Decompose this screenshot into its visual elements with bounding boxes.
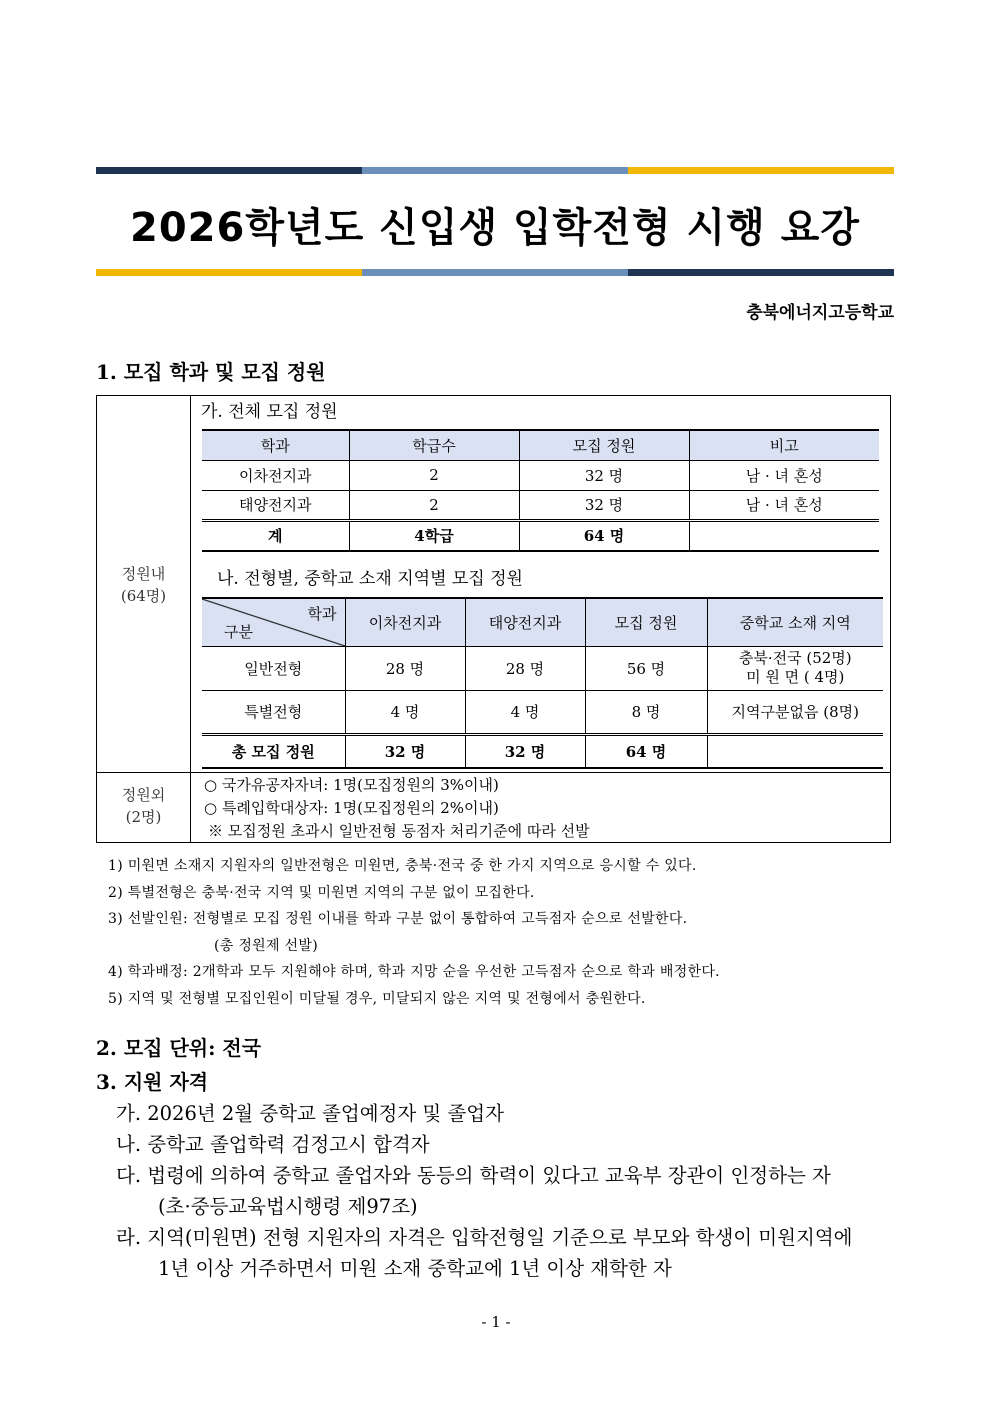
qualification-item: 1년 이상 거주하면서 미원 소재 중학교에 1년 이상 재학한 자 [158, 1257, 672, 1280]
table-cell: 일반전형 [202, 646, 345, 690]
total-cell: 64 명 [519, 520, 689, 551]
header-cell: 이차전지과 [345, 598, 465, 646]
note-item: 4) 학과배정: 2개학과 모두 지원해야 하며, 학과 지망 순을 우선한 고득점자 순으로 학과 배정한다. [108, 964, 720, 980]
region-cell: 지역구분없음 (8명) [707, 690, 883, 734]
table-row [202, 490, 879, 520]
table-cell: 이차전지과 [202, 460, 349, 490]
table-cell: 2 [349, 460, 519, 490]
table-cell: 4 명 [465, 690, 585, 734]
table-header-row [202, 598, 883, 646]
header-cell: 모집 정원 [519, 430, 689, 460]
header-cell: 모집 정원 [585, 598, 707, 646]
total-cell: 4학급 [349, 520, 519, 551]
total-row [202, 520, 879, 551]
table-cell: 8 명 [585, 690, 707, 734]
outer-quota-details [204, 774, 590, 843]
total-cell: 총 모집 정원 [202, 734, 345, 768]
total-cell [707, 734, 883, 768]
region-cell: 충북·전국 (52명) 미 원 면 ( 4명) [707, 646, 883, 690]
diagonal-header-cell: 학과 구분 [202, 598, 345, 646]
qualification-item: 라. 지역(미원면) 전형 지원자의 자격은 입학전형일 기준으로 부모와 학생이 미원지역에 [116, 1226, 853, 1249]
note-item: 5) 지역 및 전형별 모집인원이 미달될 경우, 미달되지 않은 지역 및 전형에서 충원한다. [108, 990, 646, 1007]
table-row [202, 646, 883, 690]
qualification-list [116, 1098, 853, 1284]
quota-frame [96, 395, 891, 843]
outer-quota-line: ○ 특례입학대상자: 1명(모집정원의 2%이내) [204, 799, 499, 817]
outer-quota-note: ※ 모집정원 초과시 일반전형 동점자 처리기준에 따라 선발 [208, 822, 590, 840]
note-item: 3) 선발인원: 전형별로 모집 정원 이내를 학과 구분 없이 통합하여 고득점자 순으로 선발한다. [108, 911, 688, 927]
table-row [202, 690, 883, 734]
title-band-top [96, 167, 894, 174]
header-cell: 비고 [689, 430, 879, 460]
part-b-heading: 나. 전형별, 중학교 소재 지역별 모집 정원 [217, 569, 523, 589]
total-quota-table [202, 429, 879, 552]
header-cell: 학과 [202, 430, 349, 460]
table-cell: 4 명 [345, 690, 465, 734]
table-cell: 28 명 [345, 646, 465, 690]
outer-quota-label: 정원외 (2명) [121, 786, 166, 826]
qualification-item: 나. 중학교 졸업학력 검정고시 합격자 [116, 1133, 430, 1156]
school-name: 충북에너지고등학교 [746, 303, 894, 323]
section-3-heading: 3. 지원 자격 [96, 1070, 209, 1094]
table-cell: 32 명 [519, 490, 689, 520]
table-header-row [202, 430, 879, 460]
table-cell: 남 · 녀 혼성 [689, 490, 879, 520]
table-cell: 태양전지과 [202, 490, 349, 520]
header-cell: 중학교 소재 지역 [707, 598, 883, 646]
table-cell: 특별전형 [202, 690, 345, 734]
total-cell [689, 520, 879, 551]
note-item: 1) 미원면 소재지 지원자의 일반전형은 미원면, 충북·전국 중 한 가지 지역으로 응시할 수 있다. [108, 858, 697, 874]
table-cell: 남 · 녀 혼성 [689, 460, 879, 490]
table-row [202, 460, 879, 490]
total-cell: 64 명 [585, 734, 707, 768]
table-cell: 28 명 [465, 646, 585, 690]
total-row [202, 734, 883, 768]
table-cell: 2 [349, 490, 519, 520]
total-cell: 32 명 [465, 734, 585, 768]
note-item: 2) 특별전형은 충북·전국 지역 및 미원면 지역의 구분 없이 모집한다. [108, 884, 535, 901]
section-1-heading: 1. 모집 학과 및 모집 정원 [96, 360, 326, 384]
section-2-heading: 2. 모집 단위: 전국 [96, 1036, 262, 1060]
document-title: 2026학년도 신입생 입학전형 시행 요강 [130, 205, 860, 251]
qualification-item: 다. 법령에 의하여 중학교 졸업자와 동등의 학력이 있다고 교육부 장관이 인정하는 자 [116, 1164, 831, 1187]
part-a-heading: 가. 전체 모집 정원 [201, 402, 338, 422]
outer-quota-line: ○ 국가유공자자녀: 1명(모집정원의 3%이내) [204, 776, 499, 794]
page-number: - 1 - [481, 1313, 511, 1331]
inner-quota-label: 정원내 (64명) [120, 565, 167, 605]
quota-by-type-table [202, 597, 883, 769]
quota-notes [108, 853, 720, 1012]
qualification-item: (초·중등교육법시행령 제97조) [158, 1195, 418, 1218]
note-item: (총 정원제 선발) [214, 937, 318, 954]
total-cell: 계 [202, 520, 349, 551]
header-cell: 학급수 [349, 430, 519, 460]
total-cell: 32 명 [345, 734, 465, 768]
qualification-item: 가. 2026년 2월 중학교 졸업예정자 및 졸업자 [116, 1102, 504, 1125]
table-cell: 56 명 [585, 646, 707, 690]
table-cell: 32 명 [519, 460, 689, 490]
title-band-bottom [96, 269, 894, 276]
header-cell: 태양전지과 [465, 598, 585, 646]
